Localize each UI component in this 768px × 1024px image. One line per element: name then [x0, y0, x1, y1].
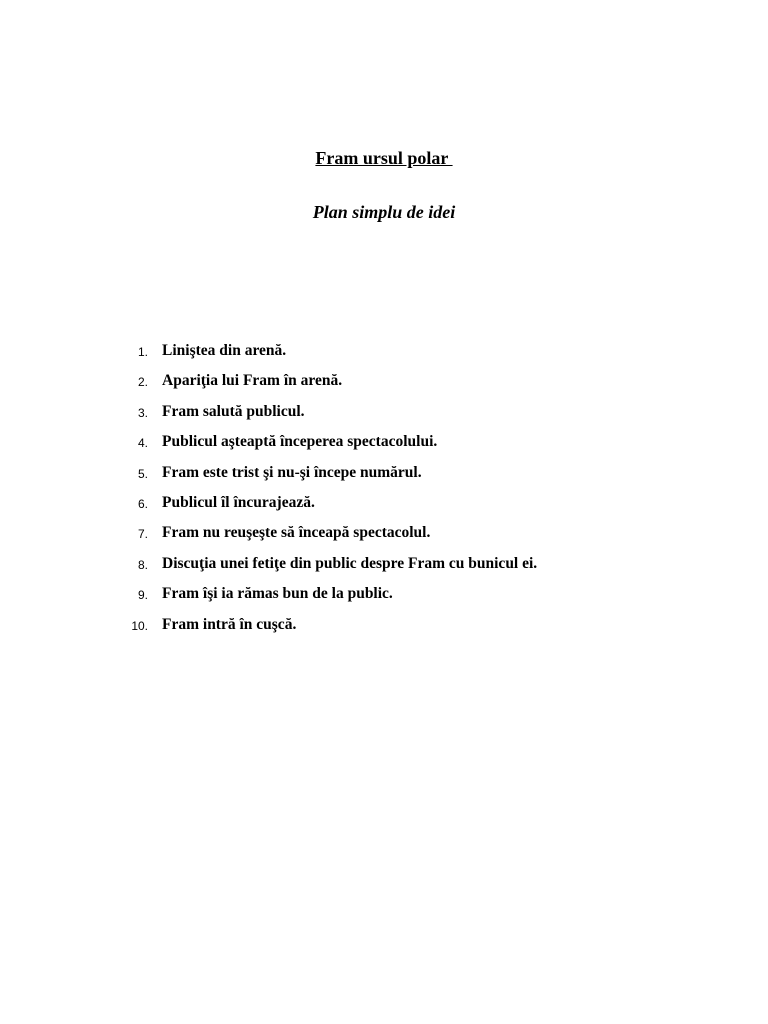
list-item: [0, 616, 700, 646]
list-item: [0, 342, 700, 372]
list-item: [0, 372, 700, 402]
list-item-number: 6.: [137, 496, 148, 511]
list-item-number: 2.: [137, 375, 148, 390]
idea-plan-list: [0, 342, 700, 646]
list-item-text: Fram salută publicul.: [162, 402, 305, 420]
list-item-number: 3.: [137, 405, 148, 420]
list-item-number: 9.: [137, 588, 148, 603]
document-title: Fram ursul polar: [315, 148, 453, 168]
list-item-text: Liniştea din arenă.: [162, 342, 287, 359]
list-item-text: Discuţia unei fetiţe din public despre Fram cu bunicul ei.: [162, 554, 538, 572]
list-item-text: Publicul îl încurajează.: [162, 493, 315, 511]
list-item-text: Fram nu reuşeşte să înceapă spectacolul.: [162, 524, 431, 542]
document-subtitle: Plan simplu de idei: [312, 202, 456, 222]
list-item-text: Fram este trist şi nu-şi începe numărul.: [162, 463, 422, 481]
list-item: [0, 494, 700, 524]
list-item-number: 5.: [137, 466, 148, 481]
list-item-text: Fram îşi ia rămas bun de la public.: [162, 585, 393, 603]
list-item: [0, 585, 700, 615]
list-item-number: 1.: [137, 345, 148, 359]
list-item-number: 10.: [131, 618, 148, 633]
list-item-text: Fram intră în cuşcă.: [162, 615, 297, 633]
list-item-number: 4.: [137, 436, 148, 451]
list-item-text: Publicul aşteaptă începerea spectacolului.: [162, 433, 438, 451]
list-item: [0, 555, 700, 585]
list-item: [0, 433, 700, 463]
list-item: [0, 464, 700, 494]
list-item-text: Apariţia lui Fram în arenă.: [162, 372, 343, 390]
list-item: [0, 524, 700, 554]
list-item-number: 7.: [137, 527, 148, 542]
list-item: [0, 403, 700, 433]
list-item-number: 8.: [137, 557, 148, 572]
